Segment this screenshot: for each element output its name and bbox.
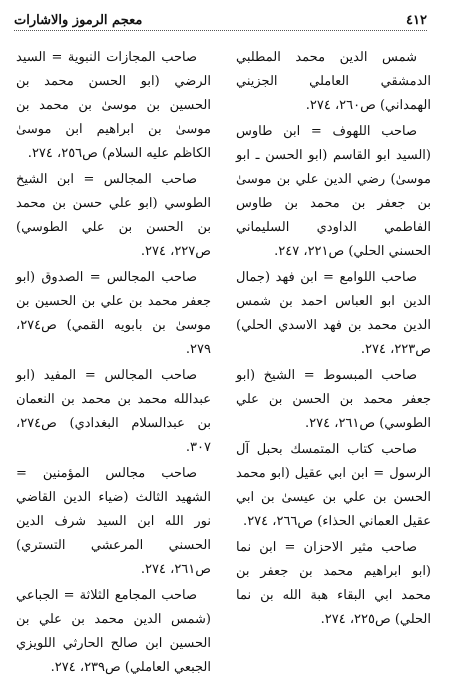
index-entry: صاحب اللهوف = ابن طاوس (السيد ابو القاسم (ابو الحسن ـ ابو موسىٰ) رضي الدين علي بن موسىٰ بن جعفر بن محمد بن طاوس الفاطمي الداودي السليماني الحسني الحلي) ص٢٢١، ٢٤٧. <box>236 124 431 259</box>
index-entry: صاحب مجالس المؤمنين = الشهيد الثالث (ضياء الدين القاضي نور الله ابن السيد شرف الدين الحسني المرعشي التستري) ص٢٦١، ٢٧٤. <box>16 466 211 577</box>
index-entry: شمس الدين محمد المطلبي الدمشقي العاملي الجزيني الهمداني) ص٢٦٠، ٢٧٤. <box>236 50 431 113</box>
index-entry: صاحب المبسوط = الشيخ (ابو جعفر محمد بن الحسن بن علي الطوسي) ص٢٦١، ٢٧٤. <box>236 368 431 431</box>
index-entry: صاحب المجازات النبوية = السيد الرضي (ابو الحسن محمد بن الحسين بن موسىٰ بن محمد بن موسىٰ بن ابراهيم ابن موسىٰ الكاظم عليه السلام) ص٢٥٦، ٢٧٤. <box>16 50 211 161</box>
left-column <box>16 46 211 682</box>
right-column <box>236 46 431 634</box>
index-entry: صاحب المجالس = الصدوق (ابو جعفر محمد بن علي بن الحسين بن موسىٰ بن بابويه القمي) ص٢٧٤، ٢٧٩. <box>16 270 211 357</box>
running-title: معجم الرموز والاشارات <box>14 13 143 28</box>
index-entry: صاحب اللوامع = ابن فهد (جمال الدين ابو العباس احمد بن شمس الدين محمد بن فهد الاسدي الحلي) ص٢٢٣، ٢٧٤. <box>236 270 431 357</box>
index-entry: صاحب المجالس = ابن الشيخ الطوسي (ابو علي حسن بن محمد بن الحسن بن علي الطوسي) ص٢٢٧، ٢٧٤. <box>16 172 211 259</box>
index-entry: صاحب كتاب المتمسك بحبل آل الرسول = ابن ابي عقيل (ابو محمد الحسن بن علي بن عيسىٰ بن ابي عقيل العماني الحذاء) ص٢٦٦، ٢٧٤. <box>236 442 431 529</box>
index-entry: صاحب مثير الاحزان = ابن نما (ابو ابراهيم محمد بن جعفر بن محمد ابي البقاء هبة الله بن نما الحلي) ص٢٢٥، ٢٧٤. <box>236 540 431 627</box>
page-header <box>14 8 427 31</box>
index-entry: صاحب المجامع الثلاثة = الجباعي (شمس الدين محمد بن علي بن الحسين ابن صالح الحارثي اللويزي الجبعي العاملي) ص٢٣٩، ٢٧٤. <box>16 588 211 675</box>
page-number: ٤١٢ <box>406 13 427 28</box>
index-entry: صاحب المجالس = المفيد (ابو عبدالله محمد بن محمد بن النعمان بن عبدالسلام البغدادي) ص٢٧٤، ٣٠٧. <box>16 368 211 455</box>
